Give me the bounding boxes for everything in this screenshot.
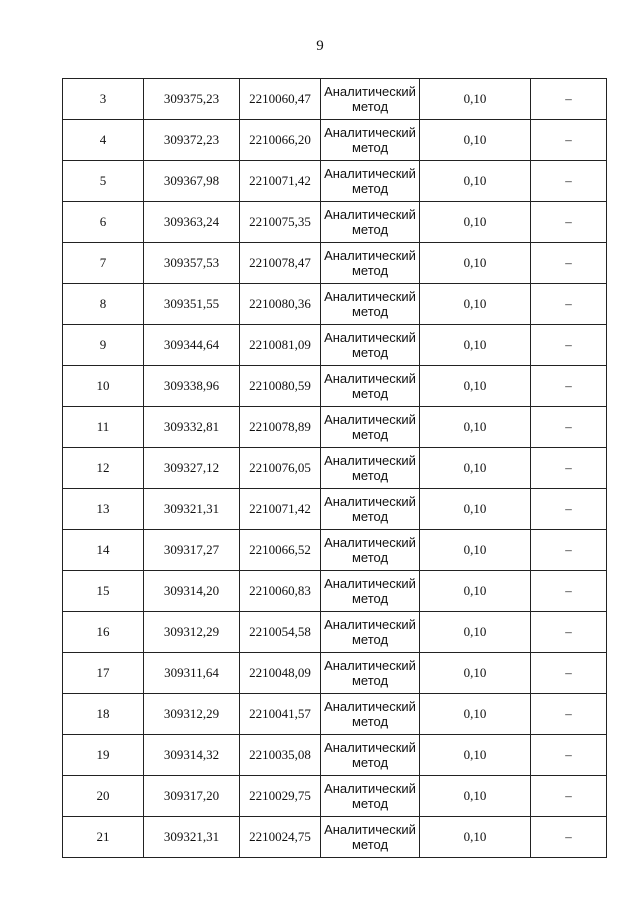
x-coordinate-cell: 309312,29 xyxy=(144,694,240,735)
y-coordinate-cell: 2210080,59 xyxy=(240,366,321,407)
table-row xyxy=(63,79,607,120)
accuracy-cell: 0,10 xyxy=(420,489,531,530)
x-coordinate-cell: 309344,64 xyxy=(144,325,240,366)
note-cell: – xyxy=(531,448,607,489)
table-row xyxy=(63,735,607,776)
method-line-1: Аналитический xyxy=(324,453,416,468)
method-line-1: Аналитический xyxy=(324,617,416,632)
method-cell xyxy=(321,653,420,694)
x-coordinate-cell: 309321,31 xyxy=(144,817,240,858)
method-line-2: метод xyxy=(351,755,389,770)
x-coordinate-cell: 309367,98 xyxy=(144,161,240,202)
y-coordinate-cell: 2210081,09 xyxy=(240,325,321,366)
method-cell xyxy=(321,776,420,817)
note-cell: – xyxy=(531,202,607,243)
method-line-1: Аналитический xyxy=(324,658,416,673)
x-coordinate-cell: 309314,20 xyxy=(144,571,240,612)
x-coordinate-cell: 309332,81 xyxy=(144,407,240,448)
table-row xyxy=(63,776,607,817)
y-coordinate-cell: 2210060,47 xyxy=(240,79,321,120)
point-number-cell: 15 xyxy=(63,571,144,612)
method-cell xyxy=(321,366,420,407)
table-row xyxy=(63,202,607,243)
table-row xyxy=(63,571,607,612)
method-line-1: Аналитический xyxy=(324,125,416,140)
y-coordinate-cell: 2210080,36 xyxy=(240,284,321,325)
table-row xyxy=(63,448,607,489)
method-line-1: Аналитический xyxy=(324,781,416,796)
method-line-1: Аналитический xyxy=(324,330,416,345)
method-line-2: метод xyxy=(351,509,389,524)
method-cell xyxy=(321,407,420,448)
method-line-1: Аналитический xyxy=(324,740,416,755)
accuracy-cell: 0,10 xyxy=(420,612,531,653)
method-line-1: Аналитический xyxy=(324,84,416,99)
point-number-cell: 11 xyxy=(63,407,144,448)
note-cell: – xyxy=(531,407,607,448)
table-row xyxy=(63,161,607,202)
method-cell xyxy=(321,325,420,366)
accuracy-cell: 0,10 xyxy=(420,325,531,366)
note-cell: – xyxy=(531,79,607,120)
table-row xyxy=(63,366,607,407)
method-line-1: Аналитический xyxy=(324,371,416,386)
x-coordinate-cell: 309321,31 xyxy=(144,489,240,530)
method-line-1: Аналитический xyxy=(324,822,416,837)
point-number-cell: 10 xyxy=(63,366,144,407)
point-number-cell: 13 xyxy=(63,489,144,530)
table-row xyxy=(63,653,607,694)
method-line-2: метод xyxy=(351,222,389,237)
accuracy-cell: 0,10 xyxy=(420,243,531,284)
note-cell: – xyxy=(531,530,607,571)
method-cell xyxy=(321,161,420,202)
point-number-cell: 17 xyxy=(63,653,144,694)
accuracy-cell: 0,10 xyxy=(420,776,531,817)
method-line-1: Аналитический xyxy=(324,207,416,222)
note-cell: – xyxy=(531,776,607,817)
table-row xyxy=(63,243,607,284)
note-cell: – xyxy=(531,243,607,284)
point-number-cell: 12 xyxy=(63,448,144,489)
y-coordinate-cell: 2210076,05 xyxy=(240,448,321,489)
method-line-1: Аналитический xyxy=(324,412,416,427)
accuracy-cell: 0,10 xyxy=(420,284,531,325)
method-cell xyxy=(321,612,420,653)
method-line-2: метод xyxy=(351,427,389,442)
accuracy-cell: 0,10 xyxy=(420,653,531,694)
method-line-2: метод xyxy=(351,796,389,811)
y-coordinate-cell: 2210071,42 xyxy=(240,161,321,202)
x-coordinate-cell: 309357,53 xyxy=(144,243,240,284)
point-number-cell: 20 xyxy=(63,776,144,817)
table-row xyxy=(63,612,607,653)
table-body xyxy=(63,79,607,858)
method-line-2: метод xyxy=(351,632,389,647)
x-coordinate-cell: 309314,32 xyxy=(144,735,240,776)
accuracy-cell: 0,10 xyxy=(420,735,531,776)
x-coordinate-cell: 309375,23 xyxy=(144,79,240,120)
point-number-cell: 4 xyxy=(63,120,144,161)
y-coordinate-cell: 2210066,52 xyxy=(240,530,321,571)
method-line-2: метод xyxy=(351,99,389,114)
method-line-1: Аналитический xyxy=(324,248,416,263)
method-line-2: метод xyxy=(351,263,389,278)
method-line-2: метод xyxy=(351,714,389,729)
table-row xyxy=(63,284,607,325)
method-line-2: метод xyxy=(351,591,389,606)
x-coordinate-cell: 309311,64 xyxy=(144,653,240,694)
method-line-2: метод xyxy=(351,304,389,319)
method-line-2: метод xyxy=(351,181,389,196)
note-cell: – xyxy=(531,653,607,694)
method-line-2: метод xyxy=(351,468,389,483)
y-coordinate-cell: 2210078,89 xyxy=(240,407,321,448)
method-cell xyxy=(321,817,420,858)
accuracy-cell: 0,10 xyxy=(420,571,531,612)
accuracy-cell: 0,10 xyxy=(420,530,531,571)
x-coordinate-cell: 309351,55 xyxy=(144,284,240,325)
method-line-2: метод xyxy=(351,345,389,360)
note-cell: – xyxy=(531,120,607,161)
method-line-1: Аналитический xyxy=(324,494,416,509)
method-line-2: метод xyxy=(351,140,389,155)
point-number-cell: 8 xyxy=(63,284,144,325)
y-coordinate-cell: 2210071,42 xyxy=(240,489,321,530)
table-row xyxy=(63,120,607,161)
y-coordinate-cell: 2210029,75 xyxy=(240,776,321,817)
accuracy-cell: 0,10 xyxy=(420,366,531,407)
note-cell: – xyxy=(531,366,607,407)
point-number-cell: 9 xyxy=(63,325,144,366)
x-coordinate-cell: 309338,96 xyxy=(144,366,240,407)
x-coordinate-cell: 309312,29 xyxy=(144,612,240,653)
accuracy-cell: 0,10 xyxy=(420,202,531,243)
y-coordinate-cell: 2210054,58 xyxy=(240,612,321,653)
method-cell xyxy=(321,571,420,612)
accuracy-cell: 0,10 xyxy=(420,407,531,448)
y-coordinate-cell: 2210060,83 xyxy=(240,571,321,612)
note-cell: – xyxy=(531,284,607,325)
table-row xyxy=(63,817,607,858)
method-line-2: метод xyxy=(351,386,389,401)
y-coordinate-cell: 2210048,09 xyxy=(240,653,321,694)
point-number-cell: 5 xyxy=(63,161,144,202)
method-cell xyxy=(321,694,420,735)
table-row xyxy=(63,489,607,530)
note-cell: – xyxy=(531,161,607,202)
x-coordinate-cell: 309327,12 xyxy=(144,448,240,489)
note-cell: – xyxy=(531,817,607,858)
note-cell: – xyxy=(531,694,607,735)
note-cell: – xyxy=(531,571,607,612)
note-cell: – xyxy=(531,612,607,653)
note-cell: – xyxy=(531,489,607,530)
accuracy-cell: 0,10 xyxy=(420,161,531,202)
point-number-cell: 18 xyxy=(63,694,144,735)
method-cell xyxy=(321,530,420,571)
method-line-1: Аналитический xyxy=(324,576,416,591)
note-cell: – xyxy=(531,735,607,776)
y-coordinate-cell: 2210024,75 xyxy=(240,817,321,858)
method-line-1: Аналитический xyxy=(324,535,416,550)
point-number-cell: 7 xyxy=(63,243,144,284)
method-cell xyxy=(321,79,420,120)
method-cell xyxy=(321,735,420,776)
y-coordinate-cell: 2210078,47 xyxy=(240,243,321,284)
method-line-1: Аналитический xyxy=(324,166,416,181)
accuracy-cell: 0,10 xyxy=(420,817,531,858)
method-cell xyxy=(321,202,420,243)
method-line-2: метод xyxy=(351,550,389,565)
table-row xyxy=(63,694,607,735)
point-number-cell: 19 xyxy=(63,735,144,776)
table-row xyxy=(63,530,607,571)
point-number-cell: 3 xyxy=(63,79,144,120)
point-number-cell: 14 xyxy=(63,530,144,571)
method-cell xyxy=(321,243,420,284)
accuracy-cell: 0,10 xyxy=(420,120,531,161)
method-line-2: метод xyxy=(351,673,389,688)
table-row xyxy=(63,407,607,448)
method-line-1: Аналитический xyxy=(324,699,416,714)
coordinates-table xyxy=(62,78,607,858)
point-number-cell: 21 xyxy=(63,817,144,858)
x-coordinate-cell: 309372,23 xyxy=(144,120,240,161)
accuracy-cell: 0,10 xyxy=(420,79,531,120)
note-cell: – xyxy=(531,325,607,366)
y-coordinate-cell: 2210066,20 xyxy=(240,120,321,161)
method-line-2: метод xyxy=(351,837,389,852)
method-cell xyxy=(321,448,420,489)
y-coordinate-cell: 2210035,08 xyxy=(240,735,321,776)
method-cell xyxy=(321,284,420,325)
x-coordinate-cell: 309317,27 xyxy=(144,530,240,571)
method-line-1: Аналитический xyxy=(324,289,416,304)
method-cell xyxy=(321,489,420,530)
x-coordinate-cell: 309363,24 xyxy=(144,202,240,243)
y-coordinate-cell: 2210041,57 xyxy=(240,694,321,735)
method-cell xyxy=(321,120,420,161)
page-number: 9 xyxy=(316,38,324,54)
point-number-cell: 16 xyxy=(63,612,144,653)
table-row xyxy=(63,325,607,366)
y-coordinate-cell: 2210075,35 xyxy=(240,202,321,243)
point-number-cell: 6 xyxy=(63,202,144,243)
x-coordinate-cell: 309317,20 xyxy=(144,776,240,817)
accuracy-cell: 0,10 xyxy=(420,694,531,735)
accuracy-cell: 0,10 xyxy=(420,448,531,489)
